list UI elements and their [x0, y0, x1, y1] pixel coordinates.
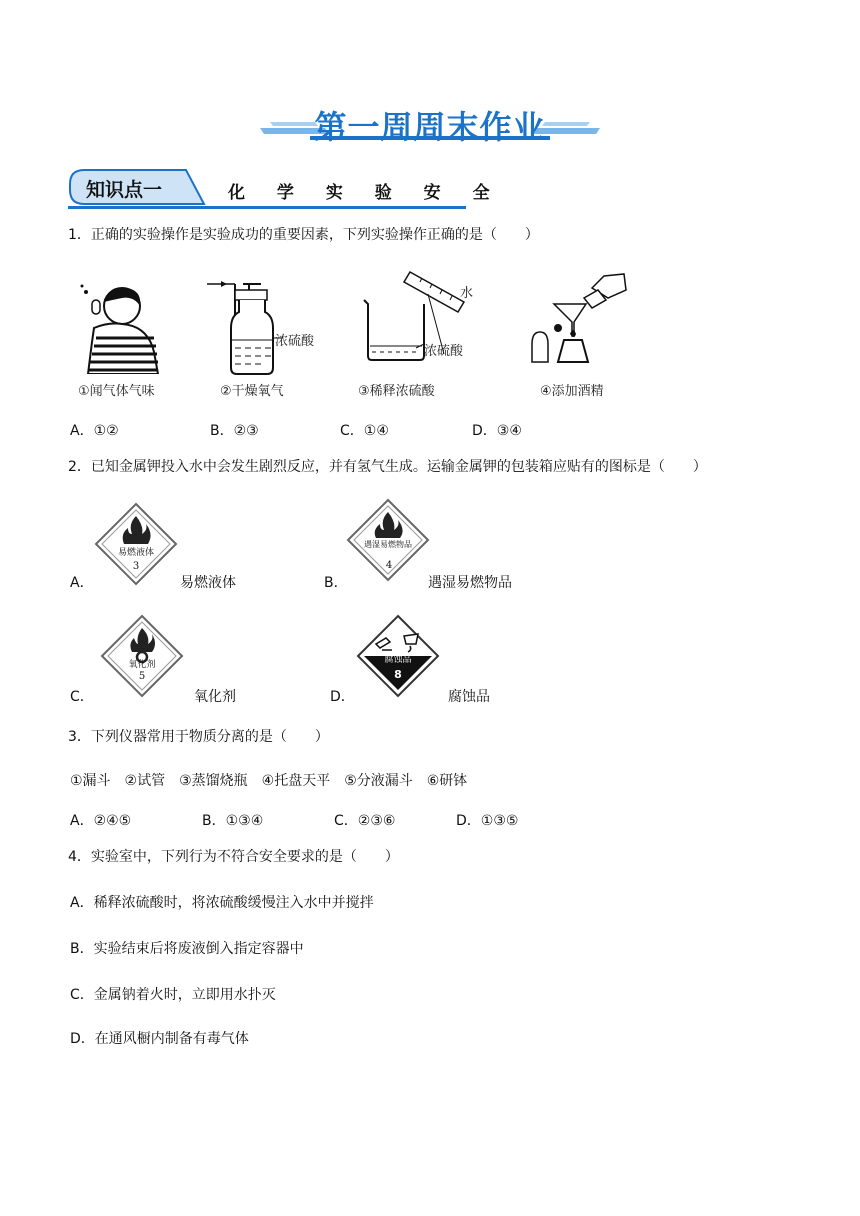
q1-option-b[interactable]: B．②③	[210, 423, 259, 439]
figure-4-caption: ④添加酒精	[540, 384, 604, 399]
q2-option-c-label: 氧化剂	[194, 689, 236, 705]
sign-b-text: 遇湿易燃物品	[364, 540, 412, 549]
q3-option-b[interactable]: B．①③④	[202, 813, 264, 829]
section-title: 化 学 实 验 安 全	[228, 183, 503, 203]
page-title: 第一周周末作业	[314, 108, 546, 146]
sign-d-number: 8	[394, 668, 402, 681]
sign-b-number: 4	[385, 560, 393, 571]
q2-option-b-label: 遇湿易燃物品	[428, 575, 512, 591]
sign-d-text: 腐蚀品	[384, 655, 412, 665]
flammable-liquid-sign-icon	[94, 502, 178, 586]
q3-option-a[interactable]: A．②④⑤	[70, 813, 132, 829]
oxidizer-sign-icon	[100, 614, 184, 698]
sign-a-number: 3	[132, 561, 140, 572]
sign-c-number: 5	[138, 671, 146, 682]
figure-dry-oxygen	[205, 276, 300, 376]
figure-2-label: 浓硫酸	[275, 334, 315, 349]
q2-option-d[interactable]: D．	[330, 689, 355, 705]
question-1-stem: 1．正确的实验操作是实验成功的重要因素，下列实验操作正确的是（ ）	[68, 227, 539, 243]
figure-3-label-water: 水	[460, 286, 474, 301]
q4-option-c[interactable]: C．金属钠着火时，立即用水扑灭	[70, 987, 276, 1003]
section-underline	[68, 206, 466, 209]
q4-option-a[interactable]: A．稀释浓硫酸时，将浓硫酸缓慢注入水中并搅拌	[70, 895, 374, 911]
figure-3-label: 浓硫酸	[424, 344, 464, 359]
figure-smell-gas	[78, 282, 164, 374]
question-3-stem: 3．下列仪器常用于物质分离的是（ ）	[68, 729, 329, 745]
q1-option-d[interactable]: D．③④	[472, 423, 522, 439]
q2-option-a-label: 易燃液体	[180, 575, 236, 591]
q1-option-a[interactable]: A．①②	[70, 423, 119, 439]
question-3-items: ①漏斗 ②试管 ③蒸馏烧瓶 ④托盘天平 ⑤分液漏斗 ⑥研钵	[70, 773, 468, 789]
figure-add-alcohol	[528, 270, 633, 370]
title-banner	[255, 100, 605, 146]
figure-1-caption: ①闻气体气味	[78, 384, 155, 399]
q3-option-c[interactable]: C．②③⑥	[334, 813, 396, 829]
q2-option-d-label: 腐蚀品	[448, 689, 490, 705]
section-badge-label: 知识点一	[86, 179, 163, 201]
figure-2-caption: ②干燥氧气	[220, 384, 284, 399]
q2-option-b[interactable]: B．	[324, 575, 348, 591]
figure-3-caption: ③稀释浓硫酸	[358, 384, 435, 399]
q4-option-b[interactable]: B．实验结束后将废液倒入指定容器中	[70, 941, 304, 957]
sign-c-text: 氧化剂	[128, 660, 156, 670]
q1-option-c[interactable]: C．①④	[340, 423, 389, 439]
q3-option-d[interactable]: D．①③⑤	[456, 813, 519, 829]
question-4-stem: 4．实验室中，下列行为不符合安全要求的是（ ）	[68, 849, 399, 865]
q2-option-a[interactable]: A．	[70, 575, 94, 591]
question-2-stem: 2．已知金属钾投入水中会发生剧烈反应，并有氢气生成。运输金属钾的包装箱应贴有的图标是（ ）	[68, 459, 707, 475]
sign-a-text: 易燃液体	[117, 548, 154, 558]
q4-option-d[interactable]: D．在通风橱内制备有毒气体	[70, 1031, 249, 1047]
q2-option-c[interactable]: C．	[70, 689, 94, 705]
section-badge	[68, 168, 208, 206]
